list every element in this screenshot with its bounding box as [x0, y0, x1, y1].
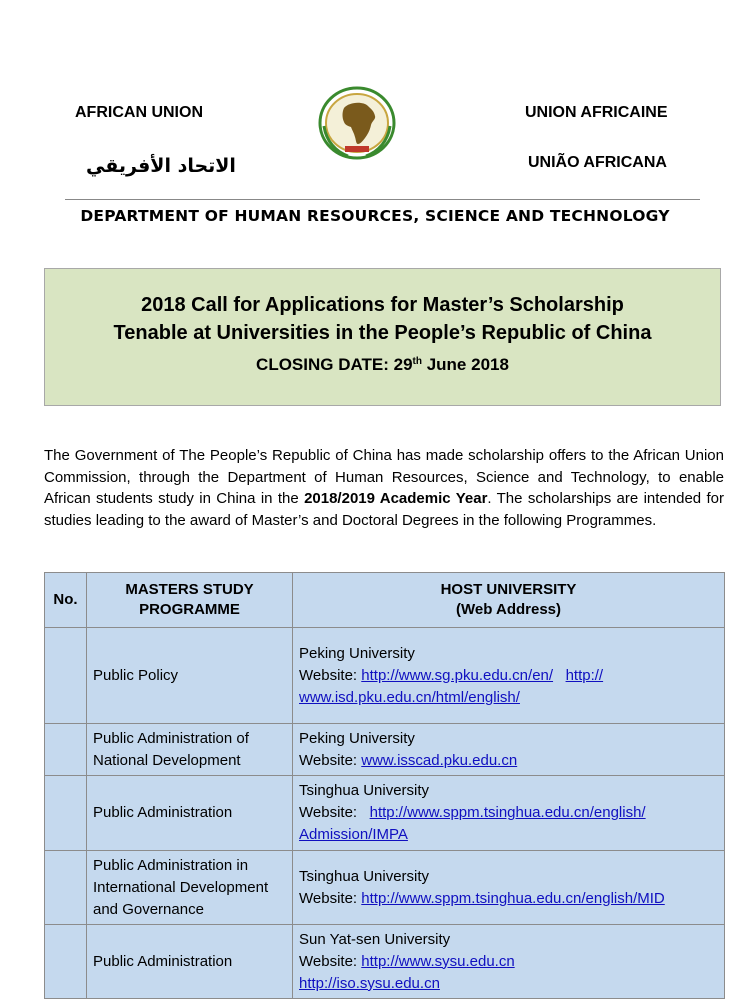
african-union-label: AFRICAN UNION	[75, 104, 203, 121]
website-link[interactable]: http://www.sysu.edu.cn	[361, 952, 515, 970]
university-name: Tsinghua University	[299, 867, 430, 885]
website-link[interactable]: www.isscad.pku.edu.cn	[361, 751, 518, 769]
programme-cell: Public Administration	[87, 776, 293, 851]
call-title-box	[44, 268, 721, 406]
column-header-programme: MASTERS STUDY PROGRAMME	[87, 573, 293, 628]
department-title: DEPARTMENT OF HUMAN RESOURCES, SCIENCE AND TECHNOLOGY	[80, 207, 670, 225]
university-name: Sun Yat-sen University	[299, 930, 451, 948]
programme-cell: Public Administration	[87, 925, 293, 999]
host-cell: Tsinghua University Website: http://www.sppm.tsinghua.edu.cn/english/ Admission/IMPA	[293, 776, 725, 851]
call-title-line-2: Tenable at Universities in the People’s Republic of China	[113, 322, 652, 344]
row-number	[45, 628, 87, 724]
uniao-africana-label: UNIÃO AFRICANA	[528, 154, 667, 171]
host-cell: Sun Yat-sen University Website: http://www.sysu.edu.cn http://iso.sysu.edu.cn	[293, 925, 725, 999]
website-link[interactable]: www.isd.pku.edu.cn/html/english/	[299, 688, 520, 706]
website-link[interactable]: http://	[565, 666, 604, 684]
university-name: Peking University	[299, 729, 415, 747]
row-number	[45, 776, 87, 851]
call-title-line-1: 2018 Call for Applications for Master’s Scholarship	[141, 294, 624, 316]
website-link[interactable]: http://iso.sysu.edu.cn	[299, 974, 440, 992]
table-header-row	[45, 573, 725, 628]
university-name: Peking University	[299, 644, 415, 662]
column-header-host: HOST UNIVERSITY (Web Address)	[293, 573, 725, 628]
table-row	[45, 628, 725, 724]
website-link[interactable]: http://www.sppm.tsinghua.edu.cn/english/MID	[361, 889, 665, 907]
university-name: Tsinghua University	[299, 782, 430, 799]
table-row	[45, 851, 725, 925]
host-cell: Peking University Website: www.isscad.pku.edu.cn	[293, 724, 725, 776]
table-row	[45, 776, 725, 851]
website-link[interactable]: http://www.sppm.tsinghua.edu.cn/english/	[369, 804, 646, 821]
programme-cell: Public Administration of National Development	[87, 724, 293, 776]
programmes-table	[44, 572, 725, 999]
row-number	[45, 925, 87, 999]
website-link[interactable]: http://www.sg.pku.edu.cn/en/	[361, 666, 554, 684]
programme-cell: Public Administration in International Development and Governance	[87, 851, 293, 925]
table-row	[45, 925, 725, 999]
row-number	[45, 724, 87, 776]
closing-date: CLOSING DATE: 29th June 2018	[256, 355, 509, 374]
host-cell: Peking University Website: http://www.sg.pku.edu.cn/en/ http:// www.isd.pku.edu.cn/html/english/	[293, 628, 725, 724]
intro-paragraph: The Government of The People’s Republic of China has made scholarship offers to the African Union Commission, through the Department of Human Resources, Science and Technology, to enable African students study in China in the 2018/2019 Academic Year. The scholarships are intended for studies leading to the award of Master’s and Doctoral Degrees in the following Programmes.	[44, 447, 724, 529]
table-row	[45, 724, 725, 776]
host-cell: Tsinghua University Website: http://www.sppm.tsinghua.edu.cn/english/MID	[293, 851, 725, 925]
african-union-emblem-icon	[318, 86, 396, 160]
academic-year: 2018/2019 Academic Year	[304, 490, 488, 507]
website-link[interactable]: Admission/IMPA	[299, 826, 408, 843]
programme-cell: Public Policy	[87, 628, 293, 724]
row-number	[45, 851, 87, 925]
african-union-arabic-label: الاتحاد الأفريقي	[86, 155, 236, 177]
column-header-no: No.	[45, 573, 87, 628]
header-divider	[65, 199, 700, 200]
union-africaine-label: UNION AFRICAINE	[525, 104, 668, 121]
